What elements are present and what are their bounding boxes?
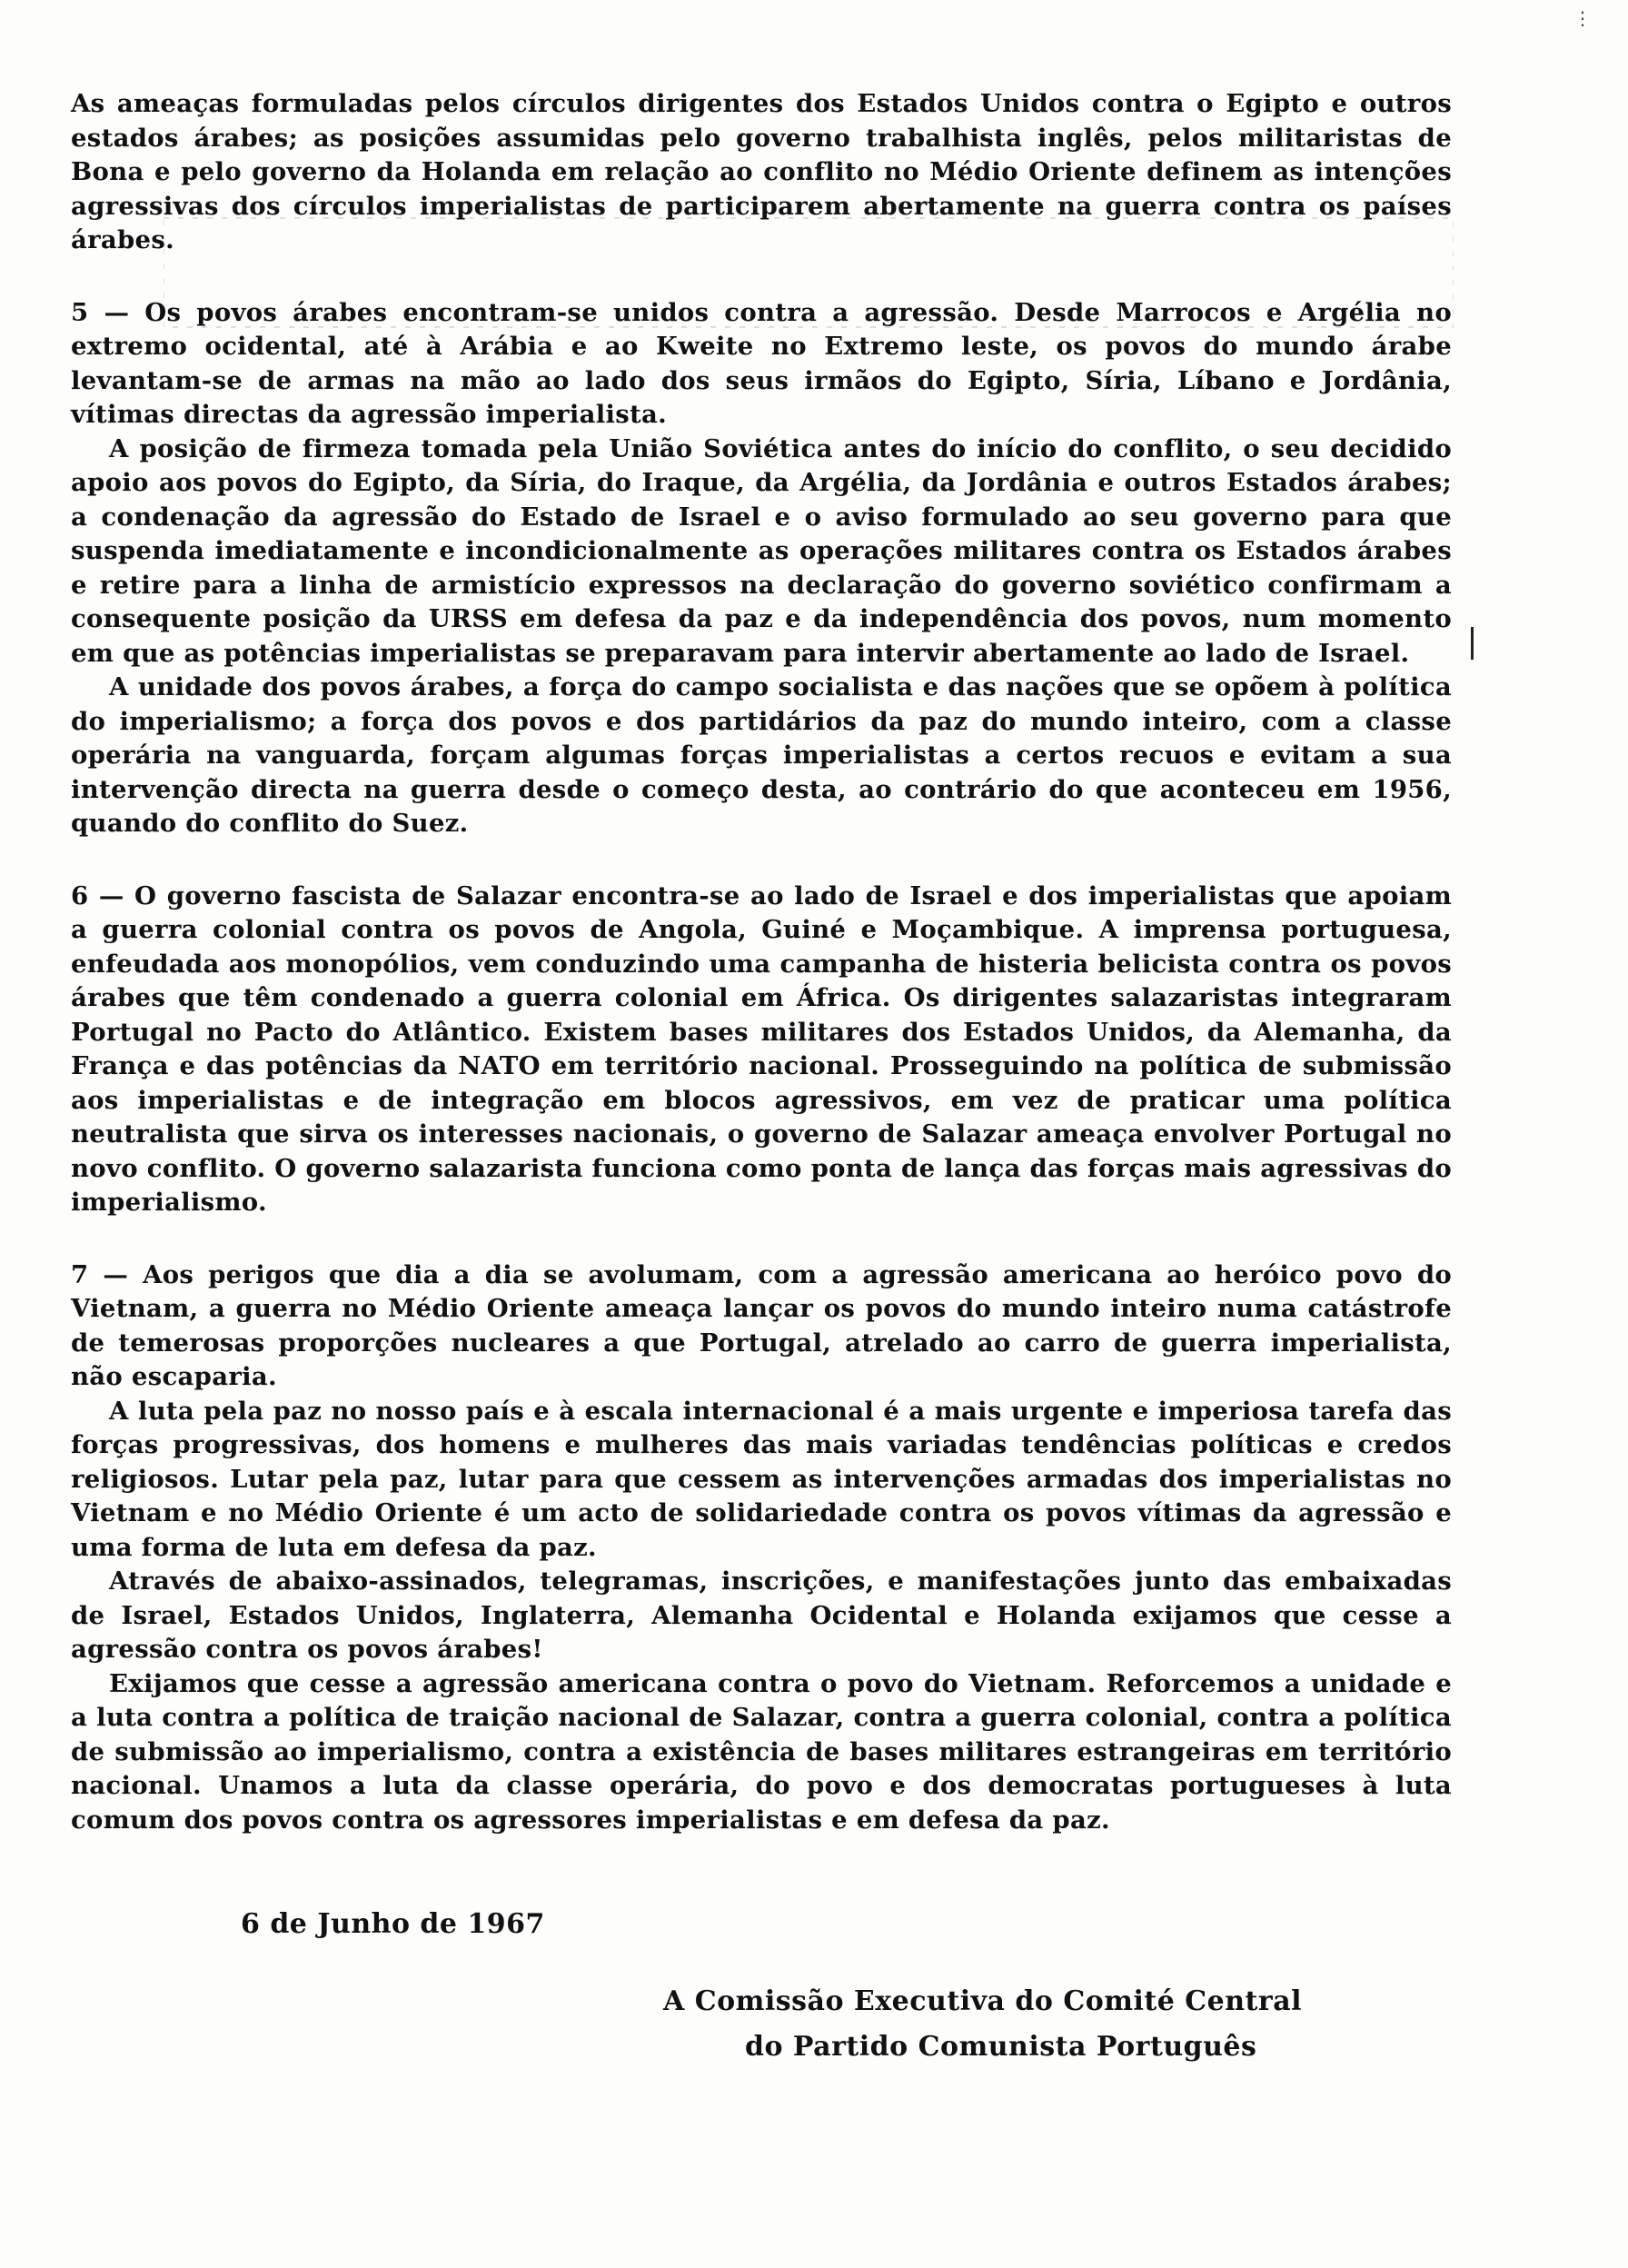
paragraph-arab-unity: A unidade dos povos árabes, a força do campo socialista e das nações que se opõem à política do imperialismo; a força dos povos e dos partidários da paz do mundo inteiro, com a classe operária na vanguarda, forçam algumas forças imperialistas a certos recuos e evitam a sua intervenção directa na guerra desde o começo desta, ao contrário do que aconteceu em 1956, quando do conflito do Suez. [71, 672, 1452, 838]
margin-mark [1471, 627, 1474, 660]
signature-line-2: do Partido Comunista Português [745, 2031, 1257, 2063]
document-date: 6 de Junho de 1967 [241, 1908, 545, 1940]
paragraph-section-6: 6 — O governo fascista de Salazar encontra-se ao lado de Israel e dos imperialistas que apoiam a guerra colonial contra os povos de Angola, Guiné e Moçambique. A imprensa portuguesa, enfeudada aos monopólios, vem conduzindo uma campanha de histeria belicista contra os povos árabes que têm condenado a guerra colonial em África. Os dirigentes salazaristas integraram Portugal no Pacto do Atlântico. Existem bases militares dos Estados Unidos, da Alemanha, da França e das potências da NATO em território nacional. Prosseguindo na política de submissão aos imperialistas e de integração em blocos agressivos, em vez de praticar uma política neutralista que sirva os interesses nacionais, o governo de Salazar ameaça envolver Portugal no novo conflito. O governo salazarista funciona como ponta de lança das forças mais agressivas do imperialismo. [71, 880, 1452, 1217]
paragraph-struggle-for-peace: A luta pela paz no nosso país e à escala internacional é a mais urgente e imperiosa tarefa das forças progressivas, dos homens e mulheres das mais variadas tendências políticas e credos religiosos. Lutar pela paz, lutar para que cessem as intervenções armadas dos imperialistas no Vietnam e no Médio Oriente é um acto de solidariedade contra os povos vítimas da agressão e uma forma de luta em defesa da paz. [71, 1396, 1452, 1562]
paragraph-section-5: 5 — Os povos árabes encontram-se unidos contra a agressão. Desde Marrocos e Argélia no extremo ocidental, até à Arábia e ao Kweite no Extremo leste, os povos do mundo árabe levantam-se de armas na mão ao lado dos seus irmãos do Egipto, Síria, Líbano e Jordânia, vítimas directas da agressão imperialista. [71, 297, 1452, 429]
paragraph-closing-call: Exijamos que cesse a agressão americana contra o povo do Vietnam. Reforcemos a unidade e a luta contra a política de traição nacional de Salazar, contra a guerra colonial, contra a política de submissão ao imperialismo, contra a existência de bases militares estrangeiras em território nacional. Unamos a luta da classe operária, do povo e dos democratas portugueses à luta comum dos povos contra os agressores imperialistas e em defesa da paz. [71, 1668, 1452, 1835]
signature-block [663, 1979, 1302, 2070]
paragraph-section-7: 7 — Aos perigos que dia a dia se avolumam, com a agressão americana ao heróico povo do Vietnam, a guerra no Médio Oriente ameaça lançar os povos do mundo inteiro numa catástrofe de temerosas proporções nucleares a que Portugal, atrelado ao carro de guerra imperialista, não escaparia. [71, 1259, 1452, 1391]
document-body [71, 87, 1452, 1837]
paragraph-intro: As ameaças formuladas pelos círculos dirigentes dos Estados Unidos contra o Egipto e outros estados árabes; as posições assumidas pelo governo trabalhista inglês, pelos militaristas de Bona e pelo governo da Holanda em relação ao conflito no Médio Oriente definem as intenções agressivas dos círculos imperialistas de participarem abertamente na guerra contra os países árabes. [71, 89, 1452, 254]
corner-mark: ⋮ [1573, 7, 1592, 29]
signature-line-1: A Comissão Executiva do Comité Central [663, 1985, 1303, 2017]
paragraph-soviet-position: A posição de firmeza tomada pela União Soviética antes do início do conflito, o seu decidido apoio aos povos do Egipto, da Síria, do Iraque, da Argélia, da Jordânia e outros Estados árabes; a condenação da agressão do Estado de Israel e o aviso formulado ao seu governo para que suspenda imediatamente e incondicionalmente as operações militares contra os Estados árabes e retire para a linha de armistício expressos na declaração do governo soviético confirmam a consequente posição da URSS em defesa da paz e da independência dos povos, num momento em que as potências imperialistas se preparavam para intervir abertamente ao lado de Israel. [71, 433, 1452, 668]
paragraph-petitions: Através de abaixo-assinados, telegramas, inscrições, e manifestações junto das embaixadas de Israel, Estados Unidos, Inglaterra, Alemanha Ocidental e Holanda exijamos que cesse a agressão contra os povos árabes! [71, 1567, 1452, 1664]
